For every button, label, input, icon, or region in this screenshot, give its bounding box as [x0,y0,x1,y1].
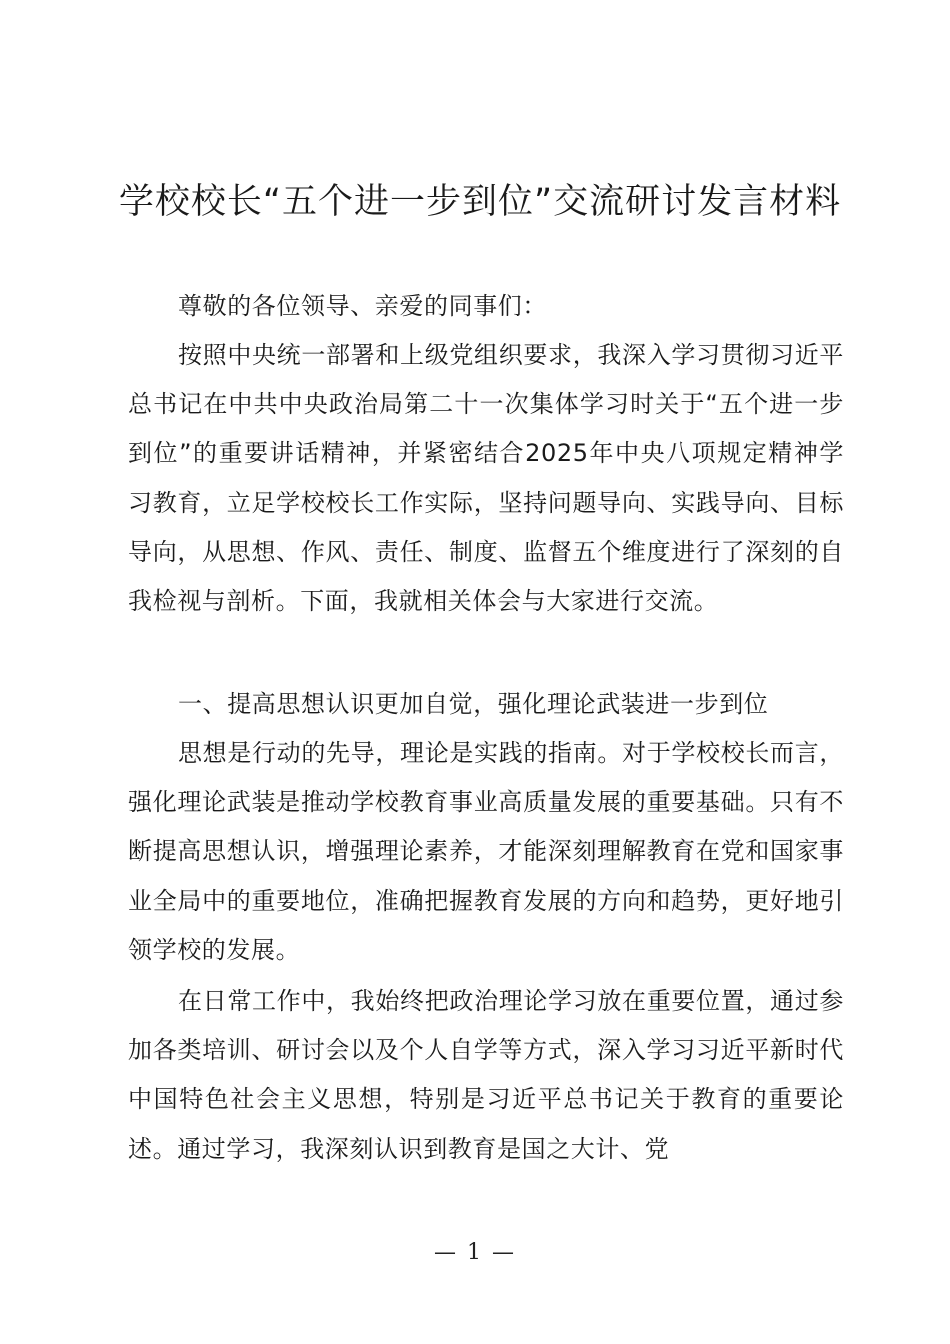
body-paragraph: 在日常工作中，我始终把政治理论学习放在重要位置，通过参加各类培训、研讨会以及个人自学等方式，深入学习习近平新时代中国特色社会主义思想，特别是习近平总书记关于教育的重要论述。通过学习，我深刻认识到教育是国之大计、党 [128,987,844,1163]
body-paragraph: 思想是行动的先导，理论是实践的指南。对于学校校长而言，强化理论武装是推动学校教育事业高质量发展的重要基础。只有不断提高思想认识，增强理论素养，才能深刻理解教育在党和国家事业全局中的重要地位，准确把握教育发展的方向和趋势，更好地引领学校的发展。 [128,739,844,964]
greeting-paragraph: 尊敬的各位领导、亲爱的同事们： [178,292,547,320]
page-number: — 1 — [434,1240,516,1265]
intro-paragraph: 按照中央统一部署和上级党组织要求，我深入学习贯彻习近平总书记在中共中央政治局第二十一次集体学习时关于“五个进一步到位”的重要讲话精神，并紧密结合2025年中央八项规定精神学习教育，立足学校校长工作实际，坚持问题导向、实践导向、目标导向，从思想、作风、责任、制度、监督五个维度进行了深刻的自我检视与剖析。下面，我就相关体会与大家进行交流。 [128,341,844,616]
section-heading: 一、提高思想认识更加自觉，强化理论武装进一步到位 [178,690,769,718]
document-title: 学校校长“五个进一步到位”交流研讨发言材料 [118,182,842,222]
